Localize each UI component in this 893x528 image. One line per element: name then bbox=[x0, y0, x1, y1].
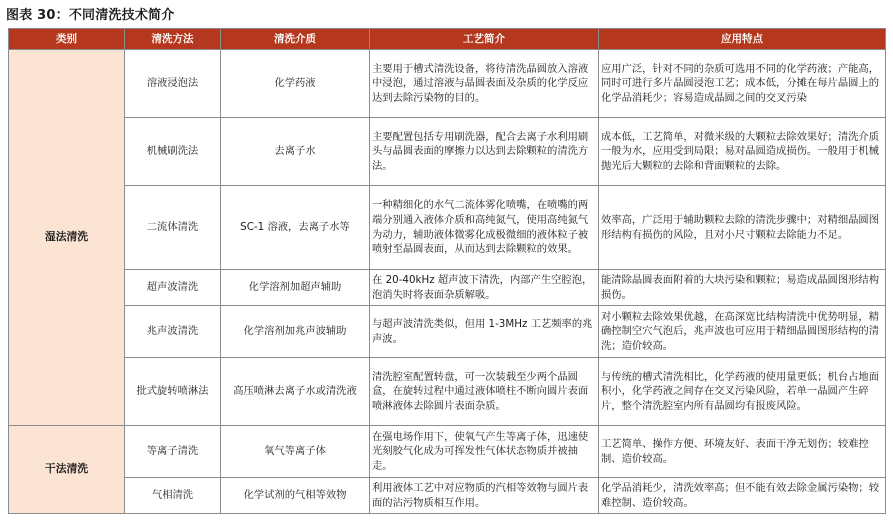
header-process: 工艺简介 bbox=[370, 29, 599, 50]
table-row bbox=[9, 118, 886, 186]
features-cell: 工艺简单、操作方便、环境友好、表面干净无划伤；较难控制、造价较高。 bbox=[599, 426, 886, 478]
medium-cell: 高压喷淋去离子水或清洗液 bbox=[221, 358, 370, 426]
features-cell: 化学品消耗少，清洗效率高；但不能有效去除金属污染物；较难控制、造价较高。 bbox=[599, 478, 886, 514]
figure-title: 图表 30：不同清洗技术简介 bbox=[6, 8, 175, 23]
features-cell: 效率高，广泛用于辅助颗粒去除的清洗步骤中；对精细晶圆图形结构有损伤的风险，且对小尺寸颗粒去除能力不足。 bbox=[599, 186, 886, 270]
table-row bbox=[9, 50, 886, 118]
medium-cell: 化学溶剂加兆声波辅助 bbox=[221, 306, 370, 358]
medium-cell: 化学试剂的气相等效物 bbox=[221, 478, 370, 514]
method-cell: 超声波清洗 bbox=[125, 270, 221, 306]
medium-cell: SC-1 溶液，去离子水等 bbox=[221, 186, 370, 270]
header-medium: 清洗介质 bbox=[221, 29, 370, 50]
process-cell: 与超声波清洗类似，但用 1-3MHz 工艺频率的兆声波。 bbox=[370, 306, 599, 358]
table-row bbox=[9, 306, 886, 358]
process-cell: 清洗腔室配置转盘，可一次装载至少两个晶圆盒，在旋转过程中通过液体喷柱不断向圆片表面喷淋液体去除圆片表面杂质。 bbox=[370, 358, 599, 426]
method-cell: 批式旋转喷淋法 bbox=[125, 358, 221, 426]
table-row bbox=[9, 478, 886, 514]
process-cell: 在强电场作用下，使氧气产生等离子体，迅速使光刻胶气化成为可挥发性气体状态物质并被抽走。 bbox=[370, 426, 599, 478]
header-features: 应用特点 bbox=[599, 29, 886, 50]
features-cell: 与传统的槽式清洗相比，化学药液的使用量更低；机台占地面积小，化学药液之间存在交叉污染风险，若单一晶圆产生碎片，整个清洗腔室内所有晶圆均有报废风险。 bbox=[599, 358, 886, 426]
method-cell: 机械刷洗法 bbox=[125, 118, 221, 186]
process-cell: 在 20-40kHz 超声波下清洗，内部产生空腔泡，泡消失时将表面杂质解吸。 bbox=[370, 270, 599, 306]
features-cell: 成本低，工艺简单，对微米级的大颗粒去除效果好；清洗介质一般为水，应用受到局限；易对晶圆造成损伤。一般用于机械抛光后大颗粒的去除和背面颗粒的去除。 bbox=[599, 118, 886, 186]
process-cell: 一种精细化的水气二流体雾化喷嘴，在喷嘴的两端分别通入液体介质和高纯氮气，使用高纯氮气为动力，辅助液体微雾化成极微细的液体粒子被喷射至晶圆表面，从而达到去除颗粒的效果。 bbox=[370, 186, 599, 270]
header-category: 类别 bbox=[9, 29, 125, 50]
header-row bbox=[9, 29, 886, 50]
category-dry-cleaning: 干法清洗 bbox=[9, 426, 125, 514]
process-cell: 利用液体工艺中对应物质的汽相等效物与圆片表面的沾污物质相互作用。 bbox=[370, 478, 599, 514]
table-row bbox=[9, 426, 886, 478]
cleaning-technology-table bbox=[8, 28, 886, 514]
process-cell: 主要配置包括专用刷洗器，配合去离子水利用刷头与晶圆表面的摩擦力以达到去除颗粒的清洗方法。 bbox=[370, 118, 599, 186]
method-cell: 等离子清洗 bbox=[125, 426, 221, 478]
features-cell: 能清除晶圆表面附着的大块污染和颗粒；易造成晶圆图形结构损伤。 bbox=[599, 270, 886, 306]
method-cell: 兆声波清洗 bbox=[125, 306, 221, 358]
features-cell: 对小颗粒去除效果优越，在高深宽比结构清洗中优势明显，精确控制空穴气泡后，兆声波也可应用于精细晶圆图形结构的清洗；造价较高。 bbox=[599, 306, 886, 358]
header-method: 清洗方法 bbox=[125, 29, 221, 50]
method-cell: 气相清洗 bbox=[125, 478, 221, 514]
table-row bbox=[9, 270, 886, 306]
method-cell: 二流体清洗 bbox=[125, 186, 221, 270]
table-row bbox=[9, 358, 886, 426]
table-row bbox=[9, 186, 886, 270]
process-cell: 主要用于槽式清洗设备，将待清洗晶圆放入溶液中浸泡，通过溶液与晶圆表面及杂质的化学反应达到去除污染物的目的。 bbox=[370, 50, 599, 118]
medium-cell: 化学溶剂加超声辅助 bbox=[221, 270, 370, 306]
medium-cell: 去离子水 bbox=[221, 118, 370, 186]
medium-cell: 化学药液 bbox=[221, 50, 370, 118]
method-cell: 溶液浸泡法 bbox=[125, 50, 221, 118]
medium-cell: 氧气等离子体 bbox=[221, 426, 370, 478]
category-wet-cleaning: 湿法清洗 bbox=[9, 50, 125, 426]
features-cell: 应用广泛，针对不同的杂质可选用不同的化学药液；产能高，同时可进行多片晶圆浸泡工艺；成本低，分摊在每片晶圆上的化学品消耗少；容易造成晶圆之间的交叉污染 bbox=[599, 50, 886, 118]
